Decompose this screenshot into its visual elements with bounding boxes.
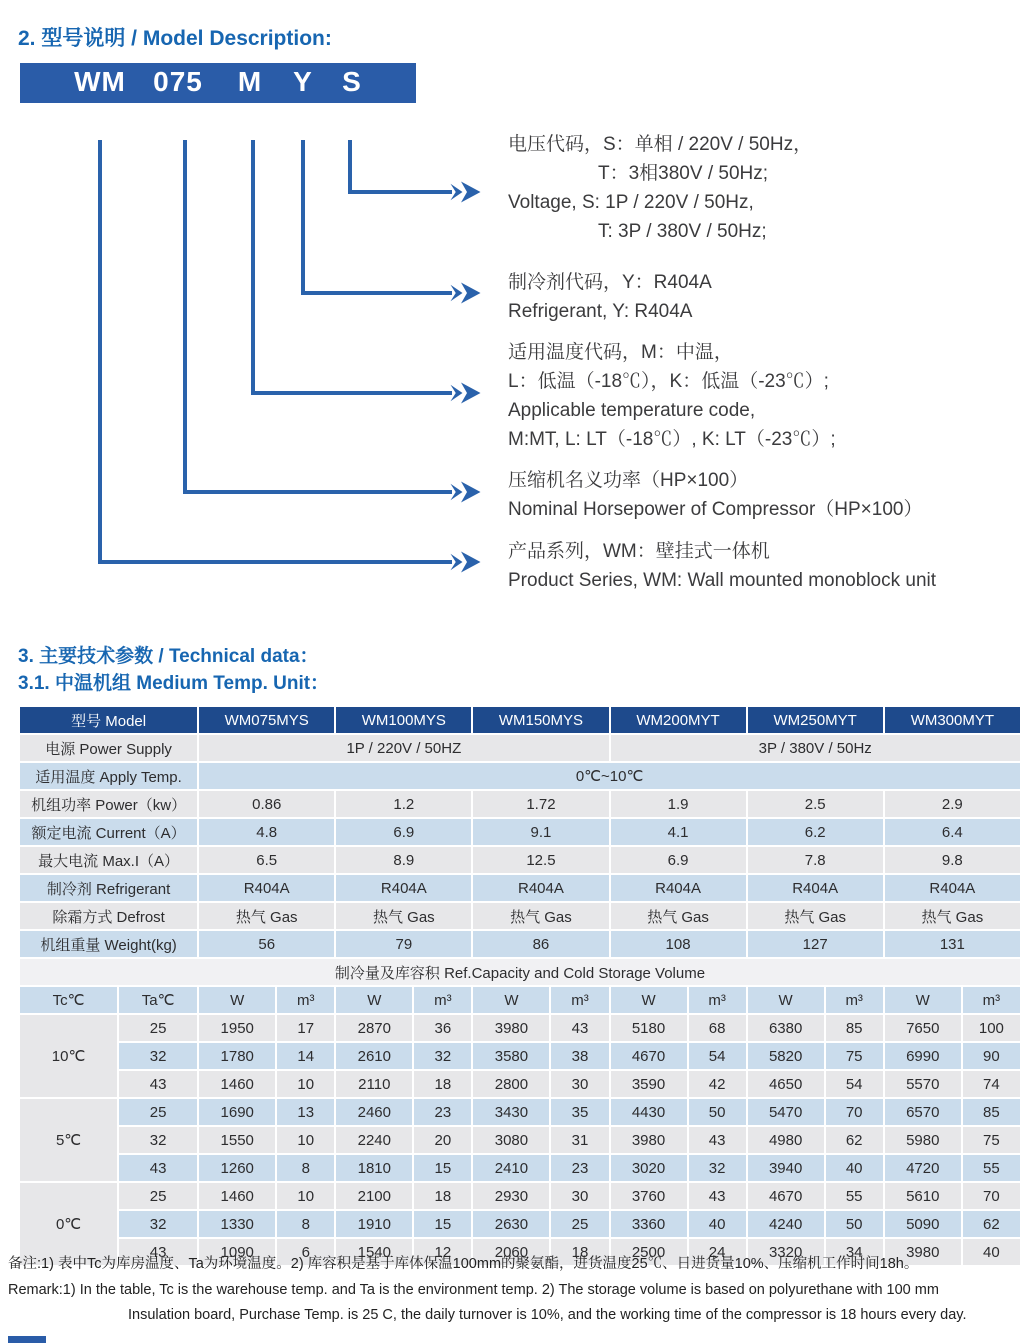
spec-row-label: 制冷剂 Refrigerant: [20, 875, 197, 901]
ta-value: 43: [119, 1239, 197, 1265]
subheader-w: W: [473, 987, 549, 1013]
capacity-w-value: 4240: [748, 1211, 824, 1237]
note-line: Nominal Horsepower of Compressor（HP×100）: [508, 499, 923, 520]
capacity-w-value: 3980: [611, 1127, 687, 1153]
spec-value: 6.4: [885, 819, 1020, 845]
capacity-w-value: 2410: [473, 1155, 549, 1181]
capacity-m3-value: 34: [826, 1239, 883, 1265]
capacity-row: [20, 1043, 1020, 1069]
capacity-m3-value: 55: [826, 1183, 883, 1209]
model-header: WM300MYT: [885, 707, 1020, 733]
spec-row: [20, 903, 1020, 929]
spec-value: R404A: [748, 875, 883, 901]
capacity-m3-value: 50: [826, 1211, 883, 1237]
subheader-m3: m³: [414, 987, 471, 1013]
capacity-w-value: 4430: [611, 1099, 687, 1125]
capacity-m3-value: 43: [689, 1127, 746, 1153]
capacity-m3-value: 31: [551, 1127, 608, 1153]
spec-value: 6.5: [199, 847, 334, 873]
spec-value: 0.86: [199, 791, 334, 817]
capacity-m3-value: 24: [689, 1239, 746, 1265]
capacity-w-value: 5610: [885, 1183, 961, 1209]
subheader-w: W: [611, 987, 687, 1013]
capacity-m3-value: 8: [277, 1211, 334, 1237]
ta-value: 32: [119, 1127, 197, 1153]
section2-title: 2. 型号说明 / Model Description:: [18, 27, 332, 50]
capacity-m3-value: 10: [277, 1071, 334, 1097]
capacity-m3-value: 42: [689, 1071, 746, 1097]
connector-line-refrigerant: [303, 140, 452, 293]
capacity-w-value: 5090: [885, 1211, 961, 1237]
capacity-m3-value: 54: [826, 1071, 883, 1097]
tc-label: 10℃: [20, 1015, 117, 1097]
capacity-m3-value: 85: [963, 1099, 1020, 1125]
capacity-row: [20, 1183, 1020, 1209]
capacity-banner: 制冷量及库容积 Ref.Capacity and Cold Storage Volume: [20, 959, 1020, 985]
spec-value: 8.9: [336, 847, 471, 873]
capacity-m3-value: 36: [414, 1015, 471, 1041]
capacity-m3-value: 40: [826, 1155, 883, 1181]
horsepower-code-note: [508, 466, 922, 524]
capacity-m3-value: 18: [414, 1071, 471, 1097]
note-line: 产品系列，WM：壁挂式一体机: [508, 541, 770, 562]
capacity-w-value: 5180: [611, 1015, 687, 1041]
subheader-w: W: [336, 987, 412, 1013]
subheader-m3: m³: [963, 987, 1020, 1013]
capacity-m3-value: 70: [963, 1183, 1020, 1209]
capacity-m3-value: 15: [414, 1211, 471, 1237]
model-header: WM150MYS: [473, 707, 608, 733]
note-line: T：3相380V / 50Hz;: [598, 163, 769, 184]
capacity-m3-value: 15: [414, 1155, 471, 1181]
capacity-m3-value: 30: [551, 1183, 608, 1209]
capacity-w-value: 3980: [885, 1239, 961, 1265]
capacity-w-value: 5820: [748, 1043, 824, 1069]
capacity-row: [20, 1155, 1020, 1181]
remark-line-en-1: Remark:1) In the table, Tc is the warehouse temp. and Ta is the environment temp. 2) The storage volume is based on polyurethane with 100 mm: [8, 1281, 939, 1298]
capacity-m3-value: 23: [414, 1099, 471, 1125]
remarks: [8, 1252, 1028, 1329]
capacity-m3-value: 74: [963, 1071, 1020, 1097]
power-supply-1p: 1P / 220V / 50HZ: [199, 735, 608, 761]
capacity-m3-value: 38: [551, 1043, 608, 1069]
capacity-w-value: 3760: [611, 1183, 687, 1209]
table-header-row: [20, 707, 1020, 733]
model-part-temp-code: M: [237, 66, 263, 97]
model-code-box: [20, 63, 416, 103]
capacity-m3-value: 32: [414, 1043, 471, 1069]
spec-value: 108: [611, 931, 746, 957]
connector-line-temp-code: [253, 140, 452, 393]
capacity-m3-value: 35: [551, 1099, 608, 1125]
capacity-w-value: 3080: [473, 1127, 549, 1153]
spec-value: 1.9: [611, 791, 746, 817]
power-supply-row: [20, 735, 1020, 761]
remark-line-cn: 备注:1) 表中Tc为库房温度、Ta为环境温度。2) 库容积是基于库体保温100mm的聚氨酯，进货温度25℃、日进货量10%、压缩机工作时间18h。: [8, 1256, 919, 1272]
capacity-w-value: 3980: [473, 1015, 549, 1041]
subheader-tc: Tc℃: [20, 987, 117, 1013]
capacity-w-value: 1910: [336, 1211, 412, 1237]
capacity-subheader-row: [20, 987, 1020, 1013]
capacity-m3-value: 55: [963, 1155, 1020, 1181]
spec-row-label: 额定电流 Current（A）: [20, 819, 197, 845]
spec-value: 9.8: [885, 847, 1020, 873]
model-part-power: 075: [153, 66, 203, 97]
tc-label: 5℃: [20, 1099, 117, 1181]
note-line: T: 3P / 380V / 50Hz;: [598, 221, 767, 242]
capacity-w-value: 5470: [748, 1099, 824, 1125]
connector-line-series: [100, 140, 452, 562]
capacity-w-value: 6570: [885, 1099, 961, 1125]
spec-value: R404A: [611, 875, 746, 901]
model-header: WM075MYS: [199, 707, 334, 733]
capacity-w-value: 1090: [199, 1239, 275, 1265]
spec-value: 9.1: [473, 819, 608, 845]
capacity-m3-value: 100: [963, 1015, 1020, 1041]
refrigerant-code-note: [508, 268, 712, 326]
capacity-m3-value: 85: [826, 1015, 883, 1041]
ta-value: 43: [119, 1155, 197, 1181]
capacity-m3-value: 54: [689, 1043, 746, 1069]
spec-row: [20, 847, 1020, 873]
ta-value: 25: [119, 1099, 197, 1125]
spec-value: 131: [885, 931, 1020, 957]
note-line: L：低温（-18℃），K：低温（-23℃）;: [508, 371, 829, 392]
capacity-w-value: 2800: [473, 1071, 549, 1097]
apply-temp-row: [20, 763, 1020, 789]
capacity-w-value: 3320: [748, 1239, 824, 1265]
capacity-w-value: 2500: [611, 1239, 687, 1265]
capacity-row: [20, 1015, 1020, 1041]
capacity-w-value: 4670: [611, 1043, 687, 1069]
capacity-w-value: 2100: [336, 1183, 412, 1209]
capacity-w-value: 2870: [336, 1015, 412, 1041]
note-line: Applicable temperature code,: [508, 400, 756, 421]
capacity-m3-value: 32: [689, 1155, 746, 1181]
voltage-code-note: [508, 130, 812, 246]
model-part-refrigerant: Y: [293, 66, 313, 97]
subheader-m3: m³: [277, 987, 334, 1013]
capacity-m3-value: 10: [277, 1127, 334, 1153]
spec-value: 热气 Gas: [473, 903, 608, 929]
note-line: Product Series, WM: Wall mounted monoblock unit: [508, 570, 937, 591]
ta-value: 43: [119, 1071, 197, 1097]
subheader-w: W: [199, 987, 275, 1013]
tc-label: 0℃: [20, 1183, 117, 1265]
subheader-w: W: [748, 987, 824, 1013]
capacity-m3-value: 62: [963, 1211, 1020, 1237]
capacity-row: [20, 1071, 1020, 1097]
capacity-w-value: 3430: [473, 1099, 549, 1125]
capacity-w-value: 1780: [199, 1043, 275, 1069]
spec-value: 86: [473, 931, 608, 957]
spec-value: 热气 Gas: [885, 903, 1020, 929]
capacity-w-value: 4650: [748, 1071, 824, 1097]
ta-value: 32: [119, 1211, 197, 1237]
capacity-w-value: 5980: [885, 1127, 961, 1153]
spec-value: 127: [748, 931, 883, 957]
capacity-w-value: 3580: [473, 1043, 549, 1069]
capacity-w-value: 1810: [336, 1155, 412, 1181]
capacity-m3-value: 17: [277, 1015, 334, 1041]
spec-value: 1.2: [336, 791, 471, 817]
apply-temp-value: 0℃~10℃: [199, 763, 1020, 789]
capacity-w-value: 4980: [748, 1127, 824, 1153]
capacity-w-value: 3590: [611, 1071, 687, 1097]
capacity-banner-row: [20, 959, 1020, 985]
capacity-w-value: 1540: [336, 1239, 412, 1265]
capacity-m3-value: 40: [963, 1239, 1020, 1265]
power-supply-label: 电源 Power Supply: [20, 735, 197, 761]
note-line: 制冷剂代码，Y：R404A: [508, 272, 712, 293]
spec-value: 79: [336, 931, 471, 957]
note-line: 压缩机名义功率（HP×100）: [508, 470, 749, 491]
section3-subtitle: 3.1. 中温机组 Medium Temp. Unit：: [18, 673, 330, 694]
subheader-m3: m³: [551, 987, 608, 1013]
capacity-m3-value: 70: [826, 1099, 883, 1125]
capacity-w-value: 2240: [336, 1127, 412, 1153]
capacity-w-value: 3020: [611, 1155, 687, 1181]
capacity-w-value: 2930: [473, 1183, 549, 1209]
model-header: WM200MYT: [611, 707, 746, 733]
capacity-w-value: 1460: [199, 1071, 275, 1097]
spec-row: [20, 791, 1020, 817]
capacity-m3-value: 30: [551, 1071, 608, 1097]
spec-value: 6.9: [611, 847, 746, 873]
capacity-row: [20, 1099, 1020, 1125]
capacity-m3-value: 68: [689, 1015, 746, 1041]
spec-value: R404A: [336, 875, 471, 901]
spec-value: 4.1: [611, 819, 746, 845]
temperature-code-note: [508, 338, 836, 454]
model-part-voltage: S: [342, 66, 362, 97]
subheader-w: W: [885, 987, 961, 1013]
capacity-m3-value: 23: [551, 1155, 608, 1181]
model-code-connector-diagram: [0, 103, 500, 583]
capacity-m3-value: 90: [963, 1043, 1020, 1069]
power-supply-3p: 3P / 380V / 50Hz: [611, 735, 1021, 761]
spec-value: 2.5: [748, 791, 883, 817]
capacity-w-value: 1690: [199, 1099, 275, 1125]
capacity-w-value: 1550: [199, 1127, 275, 1153]
spec-value: 热气 Gas: [748, 903, 883, 929]
capacity-m3-value: 13: [277, 1099, 334, 1125]
page-footer-bar: [8, 1336, 46, 1343]
capacity-w-value: 4670: [748, 1183, 824, 1209]
capacity-w-value: 2110: [336, 1071, 412, 1097]
capacity-m3-value: 18: [414, 1183, 471, 1209]
spec-row-label: 机组重量 Weight(kg): [20, 931, 197, 957]
capacity-m3-value: 50: [689, 1099, 746, 1125]
capacity-m3-value: 12: [414, 1239, 471, 1265]
capacity-w-value: 3940: [748, 1155, 824, 1181]
capacity-w-value: 2630: [473, 1211, 549, 1237]
capacity-rows-body: [20, 987, 1020, 1265]
spec-row: [20, 819, 1020, 845]
capacity-m3-value: 40: [689, 1211, 746, 1237]
note-line: M:MT, L: LT（-18℃）, K: LT（-23℃）;: [508, 429, 836, 450]
series-code-note: [508, 537, 936, 595]
capacity-m3-value: 75: [826, 1043, 883, 1069]
capacity-m3-value: 43: [551, 1015, 608, 1041]
capacity-w-value: 2610: [336, 1043, 412, 1069]
subheader-ta: Ta℃: [119, 987, 197, 1013]
model-header: WM250MYT: [748, 707, 883, 733]
capacity-m3-value: 10: [277, 1183, 334, 1209]
apply-temp-label: 适用温度 Apply Temp.: [20, 763, 197, 789]
model-header: WM100MYS: [336, 707, 471, 733]
spec-value: 1.72: [473, 791, 608, 817]
model-column-header: 型号 Model: [20, 707, 197, 733]
connector-line-voltage: [350, 140, 452, 192]
capacity-w-value: 4720: [885, 1155, 961, 1181]
capacity-m3-value: 62: [826, 1127, 883, 1153]
capacity-m3-value: 18: [551, 1239, 608, 1265]
ta-value: 25: [119, 1015, 197, 1041]
spec-value: R404A: [199, 875, 334, 901]
spec-row-label: 除霜方式 Defrost: [20, 903, 197, 929]
spec-value: 7.8: [748, 847, 883, 873]
capacity-w-value: 1330: [199, 1211, 275, 1237]
spec-rows-body: [20, 791, 1020, 957]
capacity-m3-value: 25: [551, 1211, 608, 1237]
spec-value: 56: [199, 931, 334, 957]
note-line: Refrigerant, Y: R404A: [508, 301, 693, 322]
section3-title: 3. 主要技术参数 / Technical data：: [18, 646, 319, 667]
spec-value: 热气 Gas: [336, 903, 471, 929]
capacity-row: [20, 1211, 1020, 1237]
capacity-m3-value: 43: [689, 1183, 746, 1209]
subheader-m3: m³: [689, 987, 746, 1013]
capacity-w-value: 7650: [885, 1015, 961, 1041]
spec-value: 热气 Gas: [199, 903, 334, 929]
capacity-w-value: 1260: [199, 1155, 275, 1181]
capacity-m3-value: 20: [414, 1127, 471, 1153]
ta-value: 32: [119, 1043, 197, 1069]
note-line: Voltage, S: 1P / 220V / 50Hz,: [508, 192, 754, 213]
remark-line-en-2: Insulation board, Purchase Temp. is 25 C, the daily turnover is 10%, and the working time of the compressor is 18 hours every day.: [128, 1307, 967, 1323]
capacity-w-value: 6990: [885, 1043, 961, 1069]
ta-value: 25: [119, 1183, 197, 1209]
capacity-m3-value: 8: [277, 1155, 334, 1181]
spec-value: 6.9: [336, 819, 471, 845]
capacity-w-value: 2460: [336, 1099, 412, 1125]
capacity-w-value: 6380: [748, 1015, 824, 1041]
capacity-w-value: 2060: [473, 1239, 549, 1265]
model-part-series: WM: [74, 66, 126, 97]
spec-row: [20, 875, 1020, 901]
spec-value: 6.2: [748, 819, 883, 845]
capacity-m3-value: 75: [963, 1127, 1020, 1153]
capacity-w-value: 5570: [885, 1071, 961, 1097]
capacity-w-value: 3360: [611, 1211, 687, 1237]
spec-value: 2.9: [885, 791, 1020, 817]
capacity-w-value: 1460: [199, 1183, 275, 1209]
capacity-row: [20, 1127, 1020, 1153]
spec-value: 4.8: [199, 819, 334, 845]
spec-value: R404A: [473, 875, 608, 901]
note-line: 电压代码，S：单相 / 220V / 50Hz，: [508, 134, 813, 155]
capacity-m3-value: 14: [277, 1043, 334, 1069]
note-line: 适用温度代码，M：中温，: [508, 342, 733, 363]
subheader-m3: m³: [826, 987, 883, 1013]
capacity-m3-value: 6: [277, 1239, 334, 1265]
spec-row: [20, 931, 1020, 957]
spec-value: 12.5: [473, 847, 608, 873]
spec-value: 热气 Gas: [611, 903, 746, 929]
technical-data-table: [18, 705, 1022, 1267]
spec-row-label: 最大电流 Max.I（A）: [20, 847, 197, 873]
spec-row-label: 机组功率 Power（kw）: [20, 791, 197, 817]
capacity-w-value: 1950: [199, 1015, 275, 1041]
spec-value: R404A: [885, 875, 1020, 901]
